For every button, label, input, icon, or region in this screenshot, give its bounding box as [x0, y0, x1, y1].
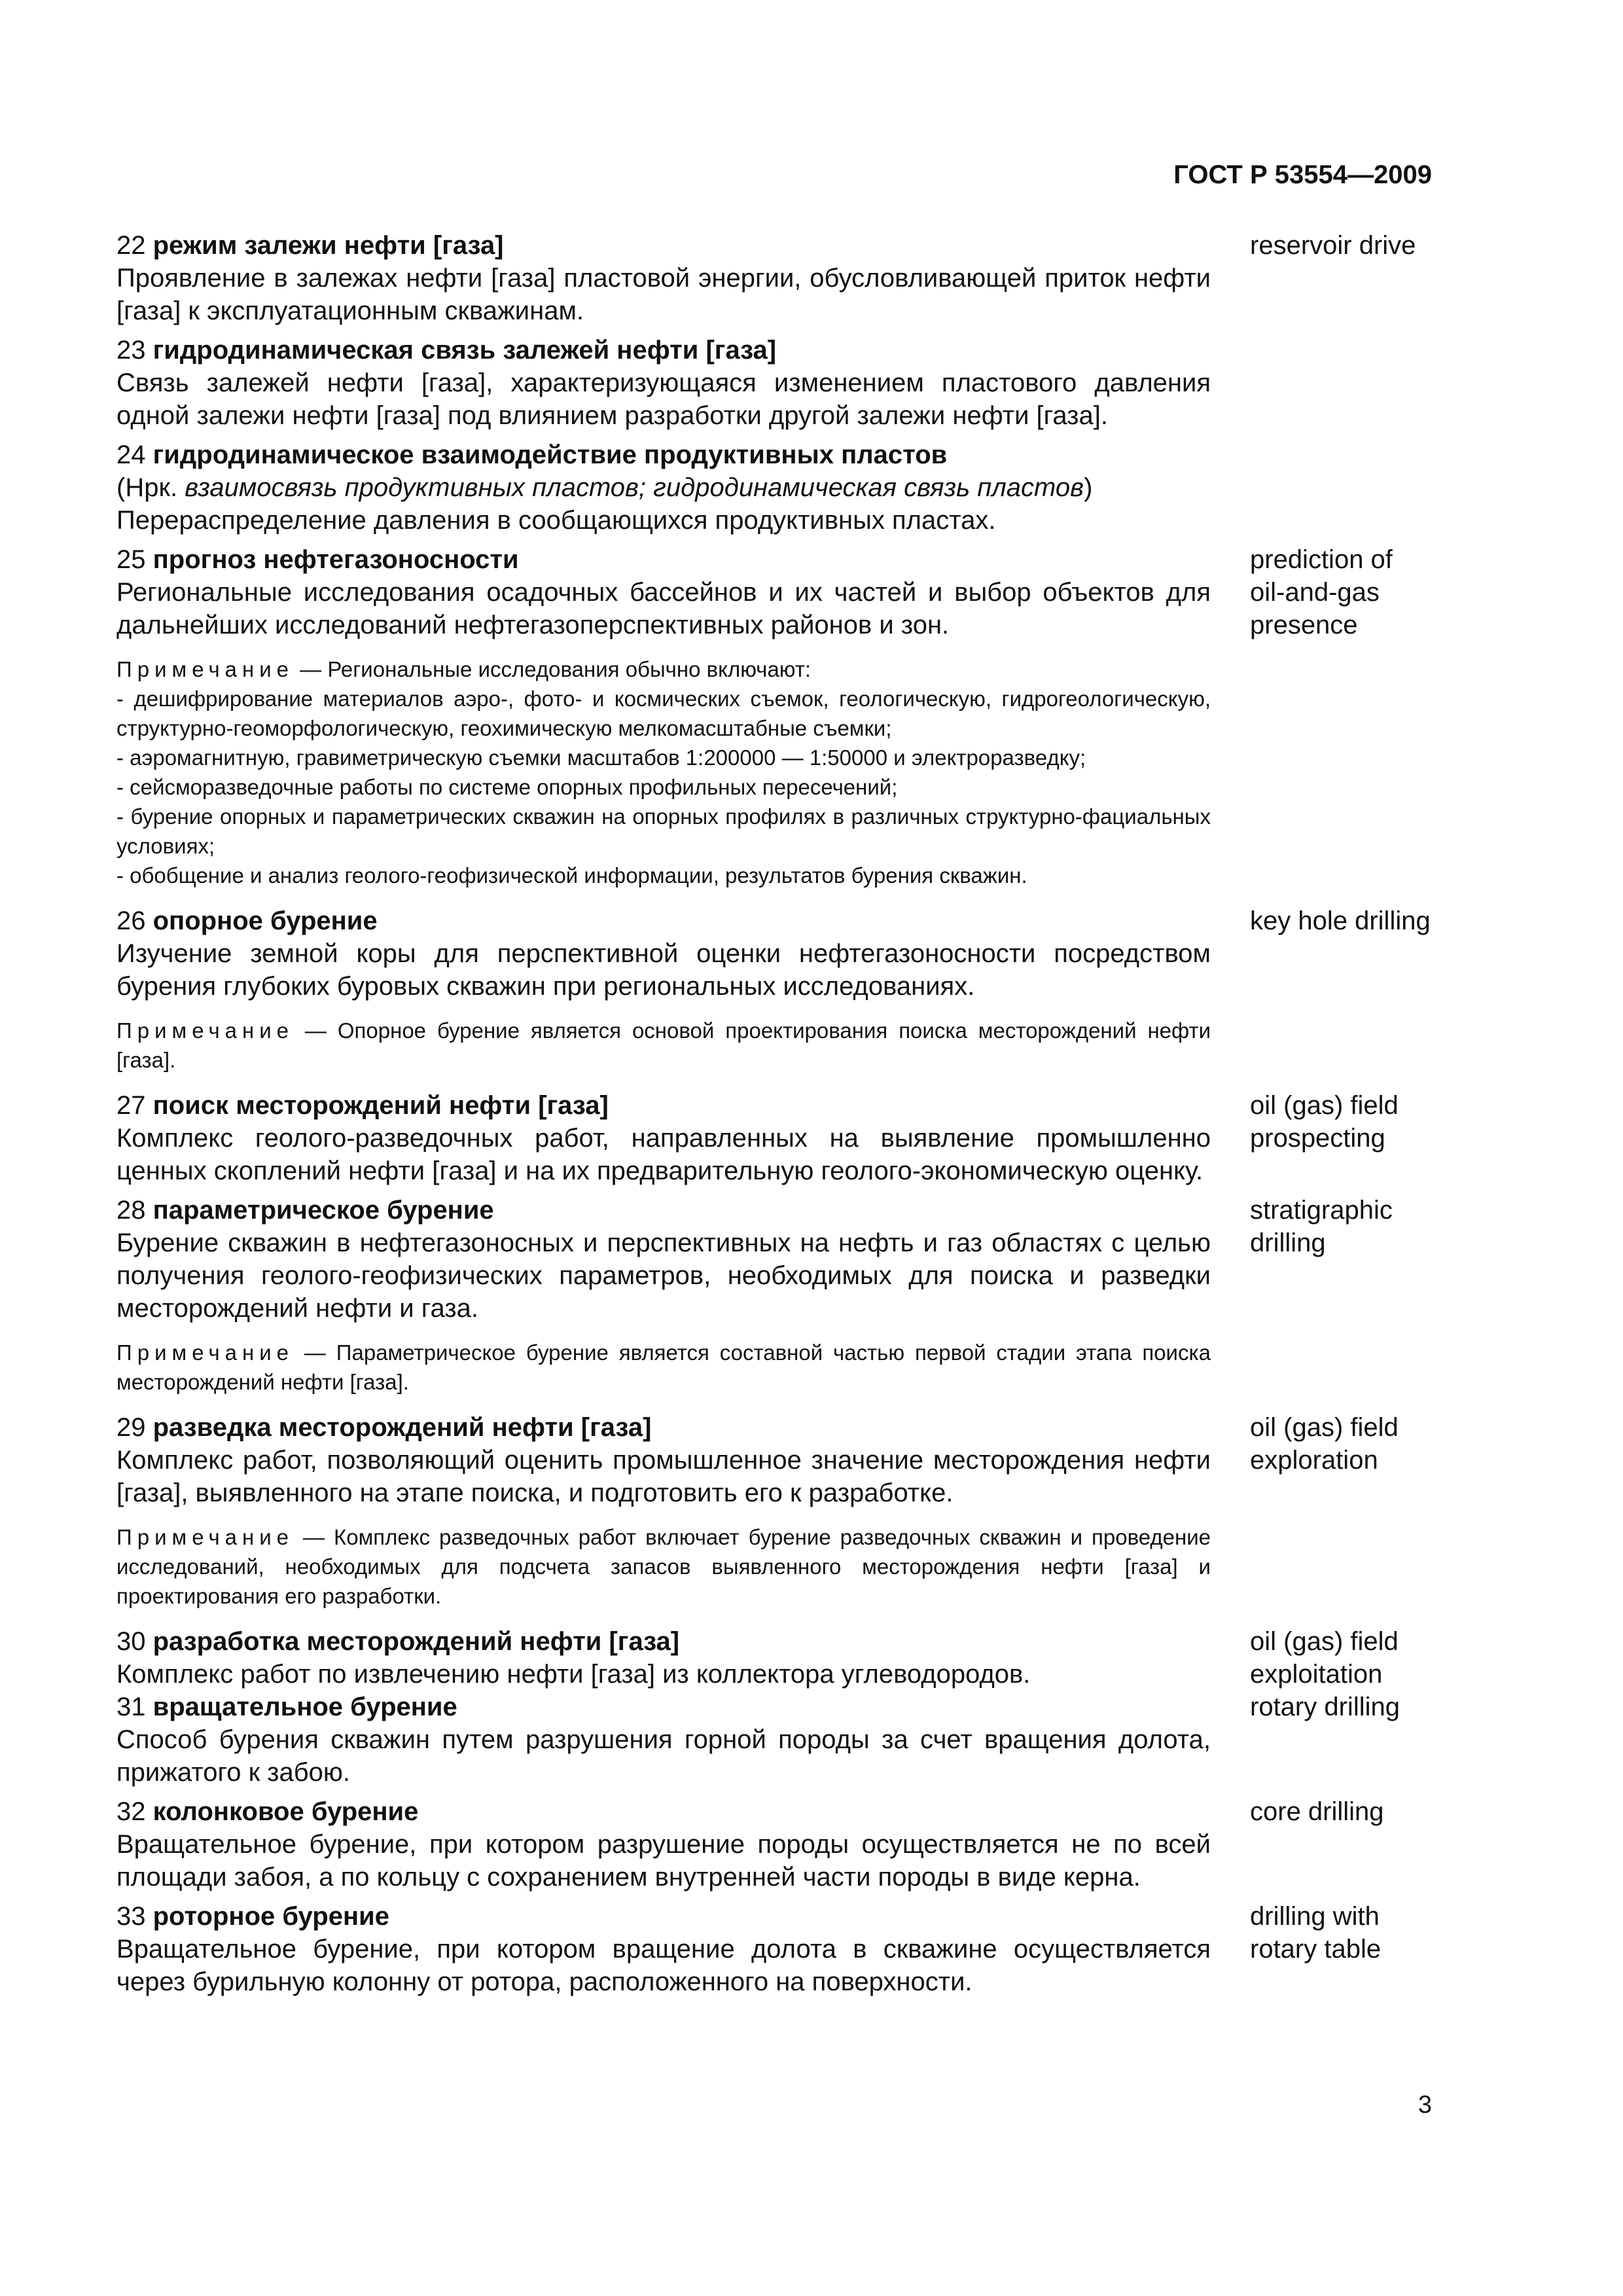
page-number: 3: [1418, 2091, 1432, 2119]
note-list-item: - обобщение и анализ геолого-геофизической информации, результатов бурения скважин.: [116, 863, 1027, 888]
term-entry: [116, 1089, 1432, 1187]
note-text: — Параметрическое бурение является составной частью первой стадии этапа поиска месторождений нефти [газа].: [116, 1340, 1211, 1394]
term-note: [116, 1338, 1211, 1397]
note-label: Примечание: [116, 1340, 294, 1365]
term-title: гидродинамическое взаимодействие продуктивных пластов: [152, 440, 948, 469]
term-heading: [116, 334, 1211, 367]
term-definition: Связь залежей нефти [газа], характеризующаяся изменением пластового давления одной залежи нефти [газа] под влиянием разработки другой залежи нефти [газа].: [116, 368, 1211, 430]
term-title: режим залежи нефти [газа]: [152, 231, 504, 260]
note-list-item: - сейсморазведочные работы по системе опорных профильных пересечений;: [116, 775, 898, 799]
term-entry: [116, 1691, 1432, 1789]
term-heading: [116, 1089, 1211, 1122]
term-heading: [116, 1900, 1211, 1933]
term-entry: [116, 229, 1432, 327]
term-number: 28: [116, 1196, 146, 1225]
term-heading: [116, 543, 1211, 576]
note-list-item: - бурение опорных и параметрических скважин на опорных профилях в различных структурно-фациальных условиях;: [116, 804, 1211, 858]
term-english: [1211, 439, 1432, 537]
term-english: oil (gas) field exploration: [1250, 1413, 1399, 1475]
term-entry: [116, 543, 1432, 641]
note-label: Примечание: [116, 1525, 294, 1549]
term-title: колонковое бурение: [152, 1797, 419, 1826]
note-label: Примечание: [116, 1018, 294, 1043]
term-note: [116, 655, 1211, 890]
term-number: 22: [116, 231, 146, 260]
term-entry: [116, 1795, 1432, 1893]
term-number: 32: [116, 1797, 146, 1826]
term-english: oil (gas) field prospecting: [1250, 1091, 1399, 1153]
term-heading: [116, 1194, 1211, 1227]
term-english: key hole drilling: [1250, 906, 1431, 935]
term-heading: [116, 1411, 1211, 1444]
terms-list: [116, 229, 1432, 1998]
term-english: rotary drilling: [1250, 1693, 1400, 1721]
term-title: гидродинамическая связь залежей нефти [газа]: [152, 336, 777, 365]
synonym-text: взаимосвязь продуктивных пластов; гидродинамическая связь пластов: [185, 473, 1084, 502]
term-title: вращательное бурение: [152, 1693, 457, 1721]
term-definition: Бурение скважин в нефтегазоносных и перспективных на нефть и газ областях с целью получения геолого-геофизических параметров, необходимых для поиска и разведки месторождений нефти и газа.: [116, 1229, 1211, 1323]
term-entry: [116, 1900, 1432, 1998]
term-entry: [116, 1625, 1432, 1691]
term-title: роторное бурение: [152, 1902, 389, 1931]
term-entry: [116, 905, 1432, 1003]
term-number: 29: [116, 1413, 146, 1442]
term-heading: [116, 1625, 1211, 1658]
term-number: 24: [116, 440, 146, 469]
term-definition: Перераспределение давления в сообщающихся продуктивных пластах.: [116, 506, 996, 535]
term-english: drilling with rotary table: [1250, 1902, 1382, 1964]
note-text: — Комплекс разведочных работ включает бурение разведочных скважин и проведение исследований, необходимых для подсчета запасов выявленного месторождения нефти [газа] и проектирования его разработки.: [116, 1525, 1211, 1608]
term-number: 27: [116, 1091, 146, 1120]
term-definition: Комплекс геолого-разведочных работ, направленных на выявление промышленно ценных скоплений нефти [газа] и на их предварительную геолого-экономическую оценку.: [116, 1124, 1211, 1185]
term-english: oil (gas) field exploitation: [1250, 1627, 1399, 1689]
note-list-item: - дешифрирование материалов аэро-, фото- и космических съемок, геологическую, гидрогеологическую, структурно-геоморфологическую, геохимическую мелкомасштабные съемки;: [116, 687, 1211, 740]
term-heading: [116, 1795, 1211, 1828]
note-label: Примечание: [116, 657, 294, 681]
term-heading: [116, 439, 1211, 471]
term-heading: [116, 905, 1211, 937]
term-number: 33: [116, 1902, 146, 1931]
term-english: core drilling: [1250, 1797, 1384, 1826]
term-note: [116, 1522, 1211, 1611]
term-title: поиск месторождений нефти [газа]: [152, 1091, 609, 1120]
document-code: ГОСТ Р 53554—2009: [1173, 160, 1432, 189]
term-definition: Способ бурения скважин путем разрушения горной породы за счет вращения долота, прижатого к забою.: [116, 1725, 1211, 1787]
term-number: 26: [116, 906, 146, 935]
term-number: 31: [116, 1693, 146, 1721]
term-title: разработка месторождений нефти [газа]: [152, 1627, 680, 1656]
term-definition: Проявление в залежах нефти [газа] пластовой энергии, обусловливающей приток нефти [газа] к эксплуатационным скважинам.: [116, 264, 1211, 325]
term-english: prediction of oil-and-gas presence: [1250, 545, 1393, 639]
term-definition: Вращательное бурение, при котором вращение долота в скважине осуществляется через бурильную колонну от ротора, расположенного на поверхности.: [116, 1935, 1211, 1996]
note-list-item: - аэромагнитную, гравиметрическую съемки масштабов 1:200000 — 1:50000 и электроразведку;: [116, 745, 1086, 770]
term-definition: Региональные исследования осадочных бассейнов и их частей и выбор объектов для дальнейших исследований нефтегазоперспективных районов и зон.: [116, 578, 1211, 639]
term-entry: [116, 1194, 1432, 1325]
term-title: параметрическое бурение: [152, 1196, 494, 1225]
term-entry: [116, 439, 1432, 537]
term-number: 25: [116, 545, 146, 574]
term-entry: [116, 1411, 1432, 1509]
term-english: stratigraphic drilling: [1250, 1196, 1393, 1257]
term-heading: [116, 229, 1211, 262]
term-title: опорное бурение: [152, 906, 378, 935]
term-synonyms: [116, 471, 1211, 504]
term-english: reservoir drive: [1250, 231, 1416, 260]
term-definition: Вращательное бурение, при котором разрушение породы осуществляется не по всей площади забоя, а по кольцу с сохранением внутренней части породы в виде керна.: [116, 1830, 1211, 1892]
term-english: [1211, 334, 1432, 432]
term-title: разведка месторождений нефти [газа]: [152, 1413, 652, 1442]
synonym-prefix: (Нрк.: [116, 473, 178, 502]
note-text: — Опорное бурение является основой проектирования поиска месторождений нефти [газа].: [116, 1018, 1211, 1072]
note-text: — Региональные исследования обычно включают:: [294, 657, 812, 681]
term-number: 23: [116, 336, 146, 365]
term-entry: [116, 334, 1432, 432]
synonym-suffix: ): [1084, 473, 1093, 502]
term-title: прогноз нефтегазоносности: [152, 545, 519, 574]
term-definition: Комплекс работ по извлечению нефти [газа] из коллектора углеводородов.: [116, 1660, 1031, 1689]
term-definition: Изучение земной коры для перспективной оценки нефтегазоносности посредством бурения глубоких буровых скважин при региональных исследованиях.: [116, 939, 1211, 1001]
term-note: [116, 1016, 1211, 1075]
term-number: 30: [116, 1627, 146, 1656]
term-heading: [116, 1691, 1211, 1723]
term-definition: Комплекс работ, позволяющий оценить промышленное значение месторождения нефти [газа], выявленного на этапе поиска, и подготовить его к разработке.: [116, 1446, 1211, 1507]
